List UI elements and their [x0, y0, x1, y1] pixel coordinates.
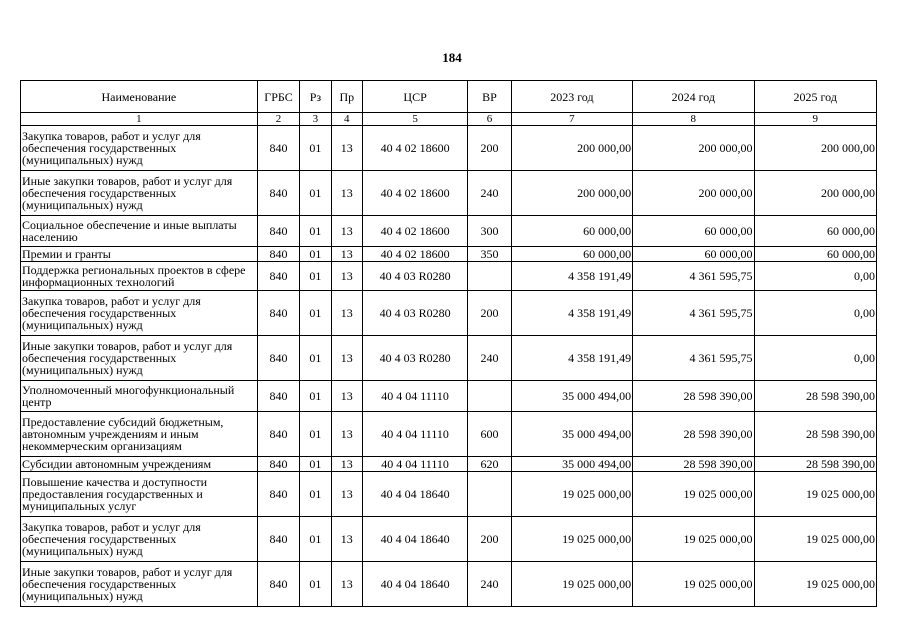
- row-rz-cell: 01: [300, 291, 331, 336]
- row-rz-cell: 01: [300, 381, 331, 412]
- row-2025-cell: 19 025 000,00: [754, 517, 877, 562]
- row-pr-cell: 13: [331, 291, 362, 336]
- row-2024-cell: 200 000,00: [633, 126, 754, 171]
- row-vr-cell: 350: [468, 247, 512, 262]
- row-pr-cell: 13: [331, 171, 362, 216]
- row-grbs-cell: 840: [257, 171, 299, 216]
- row-2023-cell: 35 000 494,00: [511, 381, 632, 412]
- column-number-row: [21, 113, 877, 126]
- header-csr: ЦСР: [362, 81, 467, 113]
- row-grbs-cell: 840: [257, 336, 299, 381]
- row-rz-cell: 01: [300, 472, 331, 517]
- row-vr-cell: [468, 381, 512, 412]
- header-2024: 2024 год: [633, 81, 754, 113]
- table-row: [21, 247, 877, 262]
- row-2024-cell: 19 025 000,00: [633, 562, 754, 607]
- row-2025-cell: 200 000,00: [754, 126, 877, 171]
- row-rz-cell: 01: [300, 171, 331, 216]
- row-2023-cell: 4 358 191,49: [511, 262, 632, 291]
- row-2023-cell: 200 000,00: [511, 171, 632, 216]
- row-2025-cell: 60 000,00: [754, 216, 877, 247]
- row-csr-cell: 40 4 03 R0280: [362, 336, 467, 381]
- row-pr-cell: 13: [331, 457, 362, 472]
- row-name-cell: Повышение качества и доступности предоставления государственных и муниципальных услуг: [21, 472, 258, 517]
- row-vr-cell: [468, 472, 512, 517]
- row-vr-cell: 240: [468, 336, 512, 381]
- page-number: 184: [442, 50, 462, 65]
- row-2025-cell: 28 598 390,00: [754, 381, 877, 412]
- table-header-row: [21, 81, 877, 113]
- row-vr-cell: 300: [468, 216, 512, 247]
- row-name-cell: Иные закупки товаров, работ и услуг для обеспечения государственных (муниципальных) нужд: [21, 171, 258, 216]
- table-row: [21, 336, 877, 381]
- row-name-cell: Иные закупки товаров, работ и услуг для обеспечения государственных (муниципальных) нужд: [21, 336, 258, 381]
- table-row: [21, 126, 877, 171]
- row-vr-cell: 200: [468, 291, 512, 336]
- header-2023: 2023 год: [511, 81, 632, 113]
- row-vr-cell: 600: [468, 412, 512, 457]
- row-2023-cell: 19 025 000,00: [511, 562, 632, 607]
- column-number: 4: [331, 113, 362, 126]
- row-vr-cell: 240: [468, 562, 512, 607]
- row-2023-cell: 35 000 494,00: [511, 457, 632, 472]
- row-2023-cell: 19 025 000,00: [511, 472, 632, 517]
- row-grbs-cell: 840: [257, 381, 299, 412]
- row-pr-cell: 13: [331, 517, 362, 562]
- row-grbs-cell: 840: [257, 457, 299, 472]
- row-vr-cell: 620: [468, 457, 512, 472]
- row-name-cell: Премии и гранты: [21, 247, 258, 262]
- row-name-cell: Закупка товаров, работ и услуг для обеспечения государственных (муниципальных) нужд: [21, 291, 258, 336]
- row-2023-cell: 60 000,00: [511, 216, 632, 247]
- row-rz-cell: 01: [300, 336, 331, 381]
- column-number: 6: [468, 113, 512, 126]
- row-2023-cell: 19 025 000,00: [511, 517, 632, 562]
- row-grbs-cell: 840: [257, 562, 299, 607]
- row-csr-cell: 40 4 04 11110: [362, 381, 467, 412]
- budget-table: [20, 80, 877, 607]
- row-2025-cell: 19 025 000,00: [754, 562, 877, 607]
- row-name-cell: Закупка товаров, работ и услуг для обеспечения государственных (муниципальных) нужд: [21, 126, 258, 171]
- column-number: 5: [362, 113, 467, 126]
- row-grbs-cell: 840: [257, 126, 299, 171]
- row-rz-cell: 01: [300, 247, 331, 262]
- row-rz-cell: 01: [300, 412, 331, 457]
- row-csr-cell: 40 4 02 18600: [362, 126, 467, 171]
- table-row: [21, 216, 877, 247]
- row-grbs-cell: 840: [257, 216, 299, 247]
- row-2024-cell: 4 361 595,75: [633, 262, 754, 291]
- row-grbs-cell: 840: [257, 517, 299, 562]
- row-name-cell: Поддержка региональных проектов в сфере информационных технологий: [21, 262, 258, 291]
- row-pr-cell: 13: [331, 336, 362, 381]
- row-pr-cell: 13: [331, 216, 362, 247]
- row-pr-cell: 13: [331, 126, 362, 171]
- row-2023-cell: 4 358 191,49: [511, 291, 632, 336]
- row-rz-cell: 01: [300, 517, 331, 562]
- table-row: [21, 517, 877, 562]
- row-csr-cell: 40 4 04 11110: [362, 412, 467, 457]
- row-2024-cell: 200 000,00: [633, 171, 754, 216]
- row-grbs-cell: 840: [257, 412, 299, 457]
- row-grbs-cell: 840: [257, 472, 299, 517]
- row-grbs-cell: 840: [257, 262, 299, 291]
- table-row: [21, 171, 877, 216]
- row-2025-cell: 28 598 390,00: [754, 457, 877, 472]
- row-rz-cell: 01: [300, 126, 331, 171]
- table-row: [21, 291, 877, 336]
- table-row: [21, 262, 877, 291]
- row-pr-cell: 13: [331, 247, 362, 262]
- row-csr-cell: 40 4 04 18640: [362, 517, 467, 562]
- row-2025-cell: 0,00: [754, 336, 877, 381]
- row-2025-cell: 19 025 000,00: [754, 472, 877, 517]
- row-2025-cell: 200 000,00: [754, 171, 877, 216]
- row-pr-cell: 13: [331, 472, 362, 517]
- row-rz-cell: 01: [300, 216, 331, 247]
- header-rz: Рз: [300, 81, 331, 113]
- table-row: [21, 381, 877, 412]
- header-2025: 2025 год: [754, 81, 877, 113]
- row-csr-cell: 40 4 02 18600: [362, 247, 467, 262]
- column-number: 1: [21, 113, 258, 126]
- row-2025-cell: 28 598 390,00: [754, 412, 877, 457]
- row-2024-cell: 19 025 000,00: [633, 472, 754, 517]
- row-2025-cell: 0,00: [754, 262, 877, 291]
- row-pr-cell: 13: [331, 562, 362, 607]
- table-body: [21, 126, 877, 607]
- table-row: [21, 457, 877, 472]
- header-vr: ВР: [468, 81, 512, 113]
- header-name: Наименование: [21, 81, 258, 113]
- column-number: 2: [257, 113, 299, 126]
- row-pr-cell: 13: [331, 262, 362, 291]
- row-2024-cell: 4 361 595,75: [633, 336, 754, 381]
- row-name-cell: Субсидии автономным учреждениям: [21, 457, 258, 472]
- table-row: [21, 472, 877, 517]
- row-pr-cell: 13: [331, 381, 362, 412]
- row-pr-cell: 13: [331, 412, 362, 457]
- row-grbs-cell: 840: [257, 247, 299, 262]
- row-2024-cell: 28 598 390,00: [633, 381, 754, 412]
- row-2024-cell: 4 361 595,75: [633, 291, 754, 336]
- row-csr-cell: 40 4 02 18600: [362, 216, 467, 247]
- row-2024-cell: 19 025 000,00: [633, 517, 754, 562]
- row-vr-cell: 240: [468, 171, 512, 216]
- row-2023-cell: 4 358 191,49: [511, 336, 632, 381]
- row-vr-cell: 200: [468, 126, 512, 171]
- header-grbs: ГРБС: [257, 81, 299, 113]
- row-2025-cell: 0,00: [754, 291, 877, 336]
- row-vr-cell: [468, 262, 512, 291]
- row-rz-cell: 01: [300, 457, 331, 472]
- row-vr-cell: 200: [468, 517, 512, 562]
- row-2024-cell: 60 000,00: [633, 216, 754, 247]
- table-row: [21, 412, 877, 457]
- row-2024-cell: 28 598 390,00: [633, 457, 754, 472]
- table-row: [21, 562, 877, 607]
- row-2023-cell: 60 000,00: [511, 247, 632, 262]
- row-grbs-cell: 840: [257, 291, 299, 336]
- row-name-cell: Социальное обеспечение и иные выплаты населению: [21, 216, 258, 247]
- row-2024-cell: 28 598 390,00: [633, 412, 754, 457]
- row-name-cell: Иные закупки товаров, работ и услуг для обеспечения государственных (муниципальных) нужд: [21, 562, 258, 607]
- row-csr-cell: 40 4 04 18640: [362, 472, 467, 517]
- row-name-cell: Уполномоченный многофункциональный центр: [21, 381, 258, 412]
- row-csr-cell: 40 4 03 R0280: [362, 291, 467, 336]
- row-csr-cell: 40 4 02 18600: [362, 171, 467, 216]
- row-2024-cell: 60 000,00: [633, 247, 754, 262]
- row-csr-cell: 40 4 04 18640: [362, 562, 467, 607]
- row-csr-cell: 40 4 03 R0280: [362, 262, 467, 291]
- row-csr-cell: 40 4 04 11110: [362, 457, 467, 472]
- row-2025-cell: 60 000,00: [754, 247, 877, 262]
- row-2023-cell: 200 000,00: [511, 126, 632, 171]
- column-number: 8: [633, 113, 754, 126]
- row-2023-cell: 35 000 494,00: [511, 412, 632, 457]
- row-rz-cell: 01: [300, 562, 331, 607]
- column-number: 3: [300, 113, 331, 126]
- row-name-cell: Предоставление субсидий бюджетным, автономным учреждениям и иным некоммерческим организациям: [21, 412, 258, 457]
- column-number: 9: [754, 113, 877, 126]
- row-name-cell: Закупка товаров, работ и услуг для обеспечения государственных (муниципальных) нужд: [21, 517, 258, 562]
- header-pr: Пр: [331, 81, 362, 113]
- row-rz-cell: 01: [300, 262, 331, 291]
- column-number: 7: [511, 113, 632, 126]
